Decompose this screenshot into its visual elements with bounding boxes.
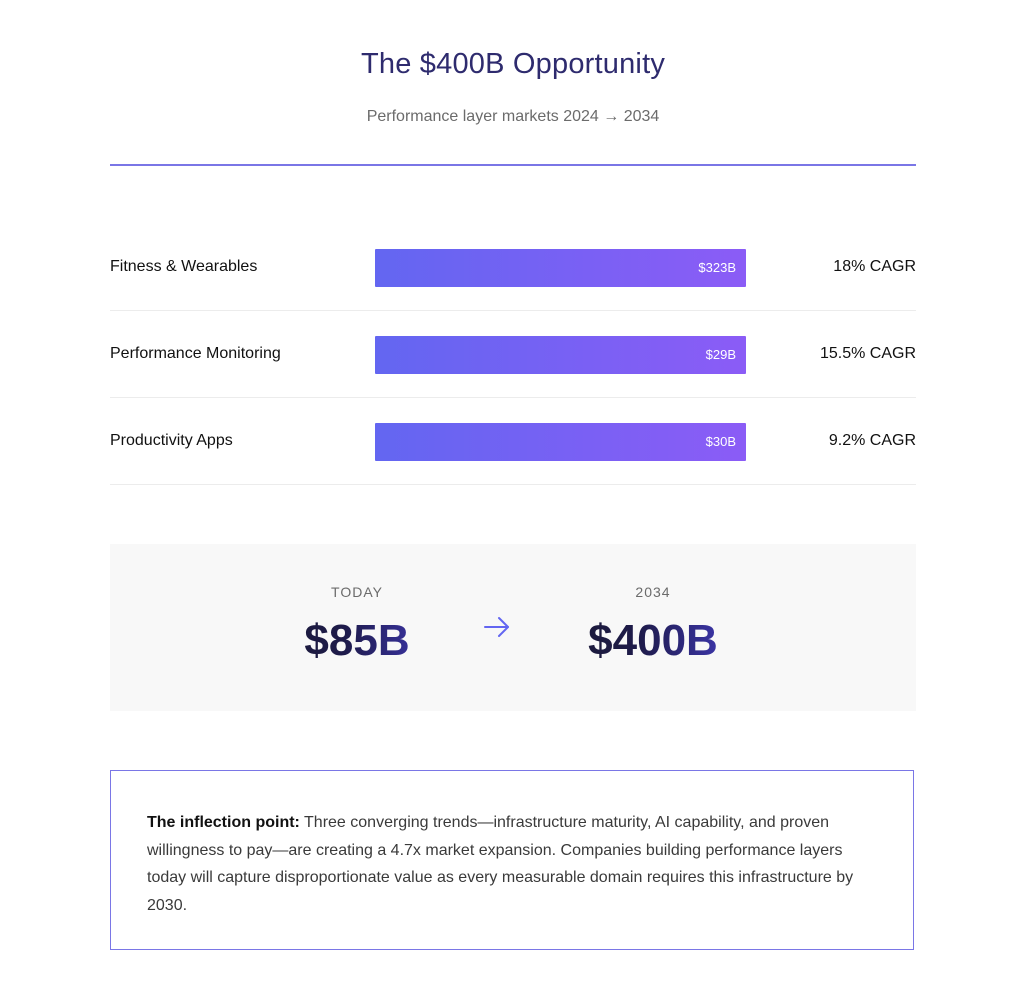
callout-lead: The inflection point: — [147, 814, 300, 831]
page-subtitle: Performance layer markets 2024 → 2034 — [366, 108, 660, 125]
category-label: Productivity Apps — [110, 432, 233, 449]
bar-value-label: $29B — [705, 347, 736, 362]
cagr-label: 9.2% CAGR — [828, 432, 916, 449]
bar-value-label: $323B — [698, 260, 736, 275]
bar-value-label: $30B — [705, 434, 736, 449]
future-label: 2034 — [635, 584, 671, 600]
today-value: $85B — [237, 616, 477, 666]
chart-row — [110, 224, 916, 311]
cagr-label: 18% CAGR — [833, 258, 916, 275]
bar — [375, 423, 746, 461]
callout-text — [147, 809, 879, 919]
chart-row — [110, 398, 916, 485]
inflection-callout — [110, 770, 914, 950]
arrow-right-icon — [482, 612, 512, 642]
category-label: Performance Monitoring — [110, 345, 281, 362]
page-title: The $400B Opportunity — [360, 48, 666, 80]
bar — [375, 336, 746, 374]
market-bar-chart — [110, 224, 916, 485]
bar — [375, 249, 746, 287]
market-size-comparison — [110, 544, 916, 711]
header-divider — [110, 164, 916, 166]
chart-row — [110, 311, 916, 398]
category-label: Fitness & Wearables — [110, 258, 258, 275]
future-value: $400B — [533, 616, 773, 666]
today-label: TODAY — [331, 584, 383, 600]
callout-body: Three converging trends—infrastructure maturity, AI capability, and proven willingness to pay—are creating a 4.7x market expansion. Companies building performance layers today will capture disproportionate value as every measurable domain requires this infrastructure by 2030. — [147, 814, 854, 914]
cagr-label: 15.5% CAGR — [819, 345, 916, 362]
